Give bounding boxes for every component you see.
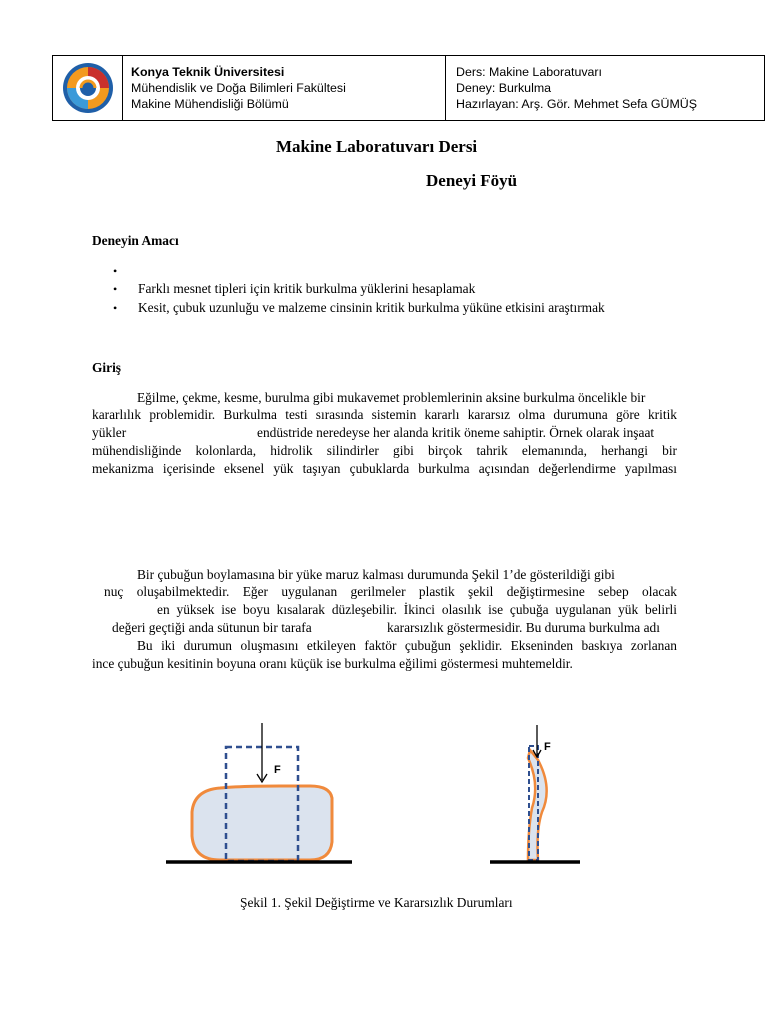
intro-heading: Giriş	[92, 360, 122, 375]
bullet-icon: •	[113, 282, 118, 296]
header-table	[52, 55, 765, 121]
force-label-left: F	[274, 764, 281, 776]
intro-p2-line-4b: kararsızlık göstermesidir. Bu duruma burkulma adı	[387, 620, 660, 635]
university-name: Konya Teknik Üniversitesi	[131, 65, 285, 79]
figure-deformation	[160, 720, 600, 870]
purpose-item-3: Kesit, çubuk uzunluğu ve malzeme cinsinin kritik burkulma yüküne etkisini araştırmak	[138, 300, 605, 315]
course-info-cell	[446, 56, 764, 120]
intro-p1-line-4: mühendisliğinde kolonlarda, hidrolik silindirler gibi birçok tahrik elemanında, herhangi bir	[92, 443, 677, 458]
intro-p1-line-2: kararlılık problemidir. Burkulma testi sırasında sistemin kararlı kararsız olma durumuna göre kritik	[92, 407, 677, 422]
faculty-name: Mühendislik ve Doğa Bilimleri Fakültesi	[131, 81, 346, 95]
bullet-icon: •	[113, 301, 118, 315]
intro-p1-line-3b: endüstride neredeyse her alanda kritik öneme sahiptir. Örnek olarak inşaat	[257, 425, 655, 440]
intro-p1-line-1: Eğilme, çekme, kesme, burulma gibi mukavemet problemlerinin aksine burkulma öncelikle bir	[137, 390, 646, 405]
university-logo-icon	[61, 61, 115, 115]
department-name: Makine Mühendisliği Bölümü	[131, 97, 289, 111]
intro-p1-line-5: mekanizma içerisinde eksenel yük taşıyan çubuklarda burkulma açısından değerlendirme yapılması	[92, 461, 677, 476]
logo-cell	[53, 56, 123, 120]
university-info-cell	[123, 56, 446, 120]
intro-p2-line-3: en yüksek ise boyu kısalarak düzleşebilir. İkinci olasılık ise çubuğa uygulanan yük belirli	[157, 602, 677, 617]
purpose-heading: Deneyin Amacı	[92, 233, 179, 248]
purpose-item-2: Farklı mesnet tipleri için kritik burkulma yüklerini hesaplamak	[138, 281, 476, 296]
experiment-name: Deney: Burkulma	[456, 81, 552, 95]
figure-caption: Şekil 1. Şekil Değiştirme ve Kararsızlık Durumları	[240, 895, 513, 910]
document-title: Makine Laboratuvarı Dersi	[276, 137, 478, 156]
intro-p2-line-2: nuç oluşabilmektedir. Eğer uygulanan gerilmeler plastik şekil değiştirmesine sebep olacak	[104, 584, 677, 599]
force-label-right: F	[544, 741, 551, 753]
bullet-icon: •	[113, 264, 118, 278]
intro-p1-line-3a: yükler	[92, 425, 127, 440]
intro-p2-line-4a: değeri geçtiği anda sütunun bir tarafa	[112, 620, 312, 635]
intro-p2-line-6: ince çubuğun kesitinin boyuna oranı küçük ise burkulma eğilimi göstermesi muhtemeldir.	[92, 656, 573, 671]
document-subtitle: Deneyi Föyü	[426, 171, 518, 190]
prepared-by: Hazırlayan: Arş. Gör. Mehmet Sefa GÜMÜŞ	[456, 97, 698, 111]
deformed-block-shape	[192, 786, 332, 860]
intro-p2-line-1: Bir çubuğun boylamasına bir yüke maruz kalması durumunda Şekil 1’de gösterildiği gibi	[137, 567, 615, 582]
intro-p2-line-5: Bu iki durumun oluşmasını etkileyen faktör çubuğun şeklidir. Ekseninden baskıya zorlanan	[137, 638, 677, 653]
course-name: Ders: Makine Laboratuvarı	[456, 65, 603, 79]
